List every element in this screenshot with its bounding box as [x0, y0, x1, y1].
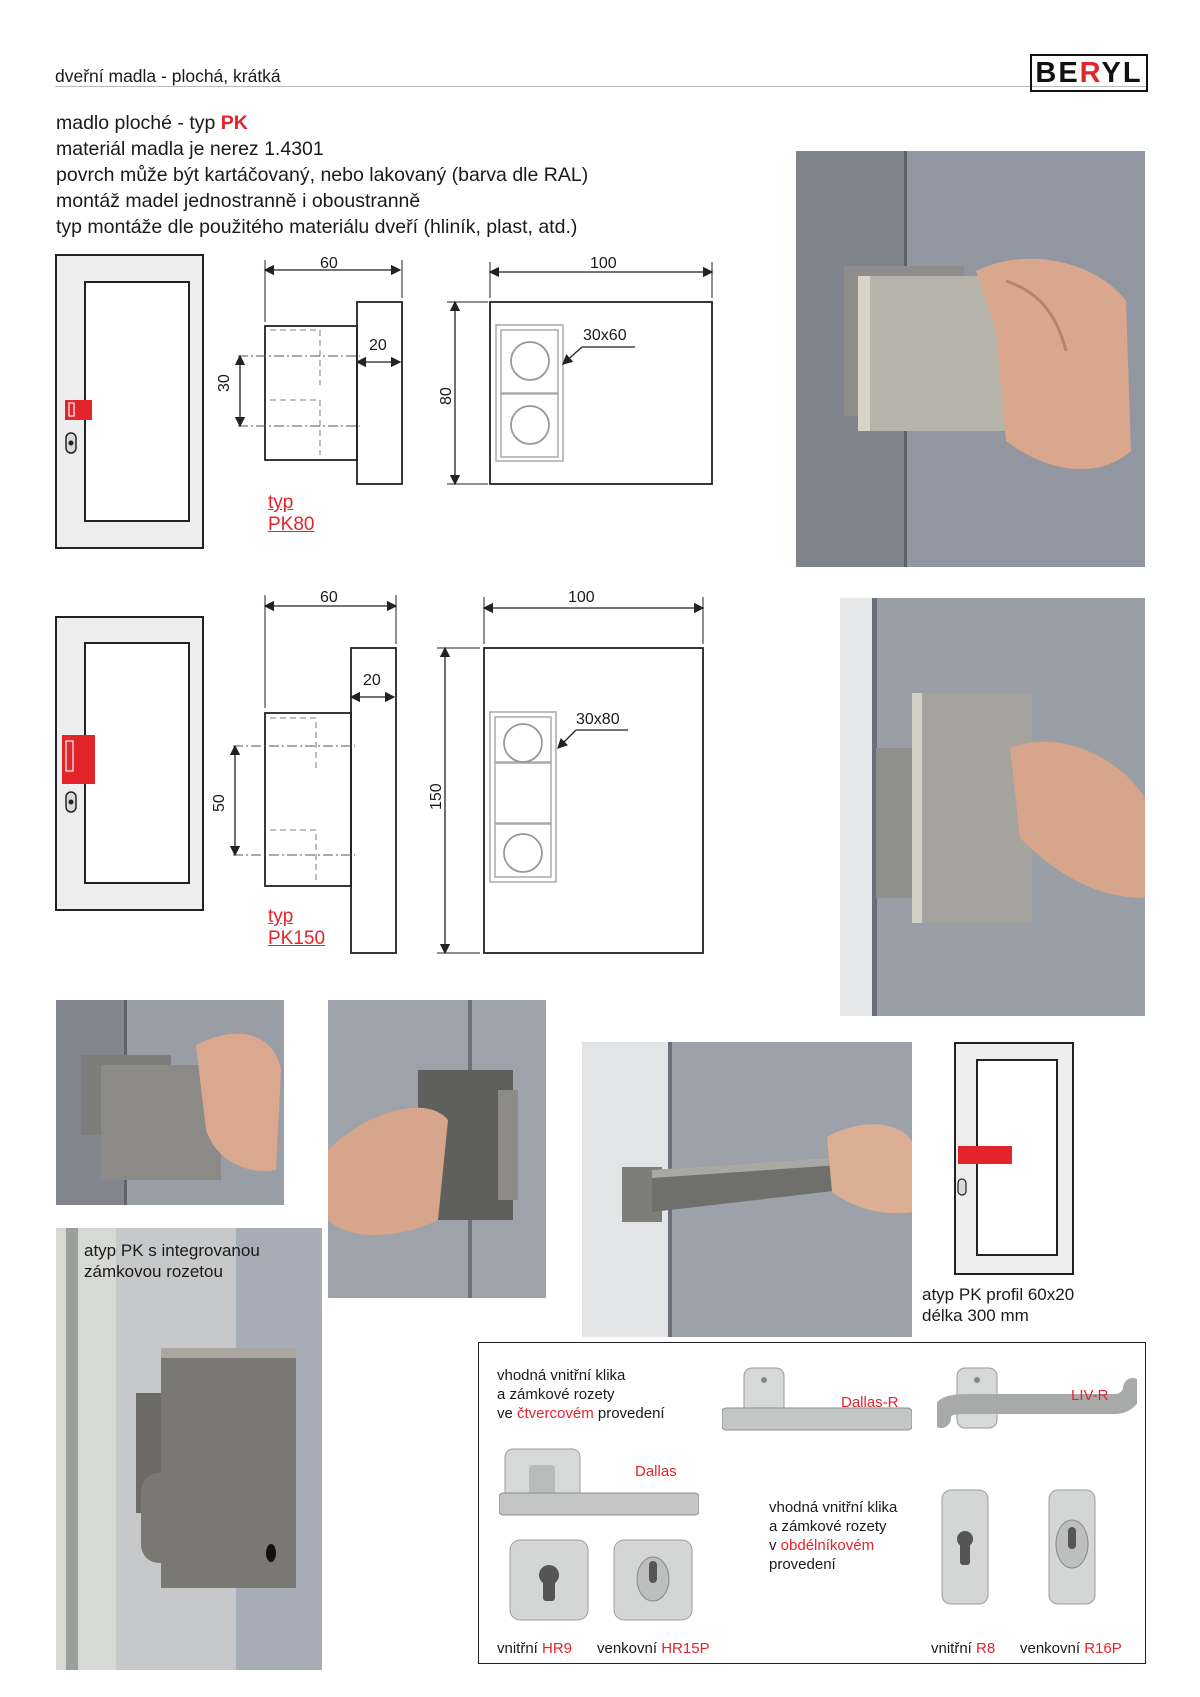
- dim-spacing-pk150: 50: [211, 794, 228, 812]
- square-highlight: čtvercovém: [517, 1405, 594, 1422]
- intro-line-4: montáž madel jednostranně i oboustranně: [56, 190, 421, 212]
- r16p-code: R16P: [1084, 1640, 1122, 1657]
- rect-line-4: provedení: [769, 1556, 836, 1573]
- rect-line-3-prefix: v: [769, 1537, 781, 1554]
- hr9-prefix: vnitřní: [497, 1640, 543, 1657]
- r16p-rosette-icon: [1048, 1489, 1096, 1605]
- photo-long-handle: [582, 1042, 912, 1337]
- r16p-label: [1020, 1639, 1122, 1658]
- beryl-logo: BERYL: [1030, 54, 1148, 92]
- hr9-label: [497, 1639, 572, 1658]
- door-icon-profile: [954, 1042, 1074, 1275]
- caption-integrated-rosette: [84, 1240, 260, 1282]
- type-word: typ: [268, 492, 294, 513]
- photo-small-hand-1: [56, 1000, 284, 1205]
- front-view-pk150: [437, 597, 703, 953]
- rect-description: [769, 1498, 897, 1574]
- type-word: typ: [268, 906, 294, 927]
- dallas-r-label: Dallas-R: [841, 1394, 899, 1411]
- r8-code: R8: [976, 1640, 996, 1657]
- caption-profile-line-1: atyp PK profil 60x20: [922, 1285, 1075, 1304]
- hr15p-label: [597, 1639, 710, 1658]
- r8-prefix: vnitřní: [931, 1640, 977, 1657]
- hr15p-prefix: venkovní: [597, 1640, 662, 1657]
- rect-line-2: a zámkové rozety: [769, 1518, 887, 1535]
- photo-pk150-hand: [840, 598, 1145, 1016]
- caption-line-1: atyp PK s integrovanou: [84, 1241, 260, 1260]
- type-code: PK80: [268, 514, 315, 535]
- rect-line-1: vhodná vnitřní klika: [769, 1499, 898, 1516]
- square-line-3-prefix: ve: [497, 1405, 518, 1422]
- dim-front-height-pk80: 80: [438, 387, 455, 405]
- square-line-3-suffix: provedení: [593, 1405, 665, 1422]
- hr15p-rosette-icon: [613, 1539, 693, 1621]
- intro-line-2: materiál madla je nerez 1.4301: [56, 138, 324, 160]
- dim-front-width-pk150: 100: [568, 589, 595, 606]
- dim-width-pk150: 60: [320, 589, 338, 606]
- dim-spacing-pk80: 30: [216, 374, 233, 392]
- accessories-box: [478, 1342, 1146, 1664]
- caption-profile-line-2: délka 300 mm: [922, 1306, 1029, 1325]
- rosette-label-pk80: 30x60: [583, 327, 627, 344]
- page-title: dveřní madla - plochá, krátká: [55, 66, 281, 86]
- hr9-rosette-icon: [509, 1539, 589, 1621]
- liv-r-label: LIV-R: [1071, 1387, 1109, 1404]
- type-code: PK150: [268, 928, 326, 949]
- hr9-code: HR9: [542, 1640, 573, 1657]
- r16p-prefix: venkovní: [1020, 1640, 1085, 1657]
- dim-depth-pk80: 20: [369, 337, 387, 354]
- square-line-2: a zámkové rozety: [497, 1386, 615, 1403]
- side-view-pk150: [233, 595, 396, 953]
- intro-line-1: madlo ploché - typ: [56, 112, 221, 134]
- intro-line-5: typ montáže dle použitého materiálu dveří (hliník, plast, atd.): [56, 216, 578, 238]
- square-line-1: vhodná vnitřní klika: [497, 1367, 626, 1384]
- type-label-pk150: [268, 906, 325, 950]
- photo-small-hand-2: [328, 1000, 546, 1298]
- caption-line-2: zámkovou rozetou: [84, 1262, 223, 1281]
- dallas-label: Dallas: [635, 1463, 677, 1480]
- dim-width-pk80: 60: [320, 255, 338, 272]
- intro-line-3: povrch může být kartáčovaný, nebo lakovaný (barva dle RAL): [56, 164, 589, 186]
- hr15p-code: HR15P: [661, 1640, 710, 1657]
- square-description: [497, 1366, 665, 1423]
- r8-rosette-icon: [941, 1489, 989, 1605]
- caption-profile: [922, 1284, 1074, 1326]
- rect-highlight: obdélníkovém: [780, 1537, 875, 1554]
- rect-line-3: [769, 1536, 897, 1555]
- dim-front-height-pk150: 150: [428, 783, 445, 810]
- square-line-3: [497, 1404, 665, 1423]
- type-code-pk: PK: [220, 112, 248, 134]
- door-icon-pk150: [56, 617, 203, 910]
- rosette-label-pk150: 30x80: [576, 711, 620, 728]
- photo-pk80-hand: [796, 151, 1145, 567]
- r8-label: [931, 1639, 995, 1658]
- dim-depth-pk150: 20: [363, 672, 381, 689]
- dim-front-width-pk80: 100: [590, 255, 617, 272]
- photo-integrated-rosette: [56, 1228, 322, 1670]
- drawing-pk150: [0, 0, 780, 980]
